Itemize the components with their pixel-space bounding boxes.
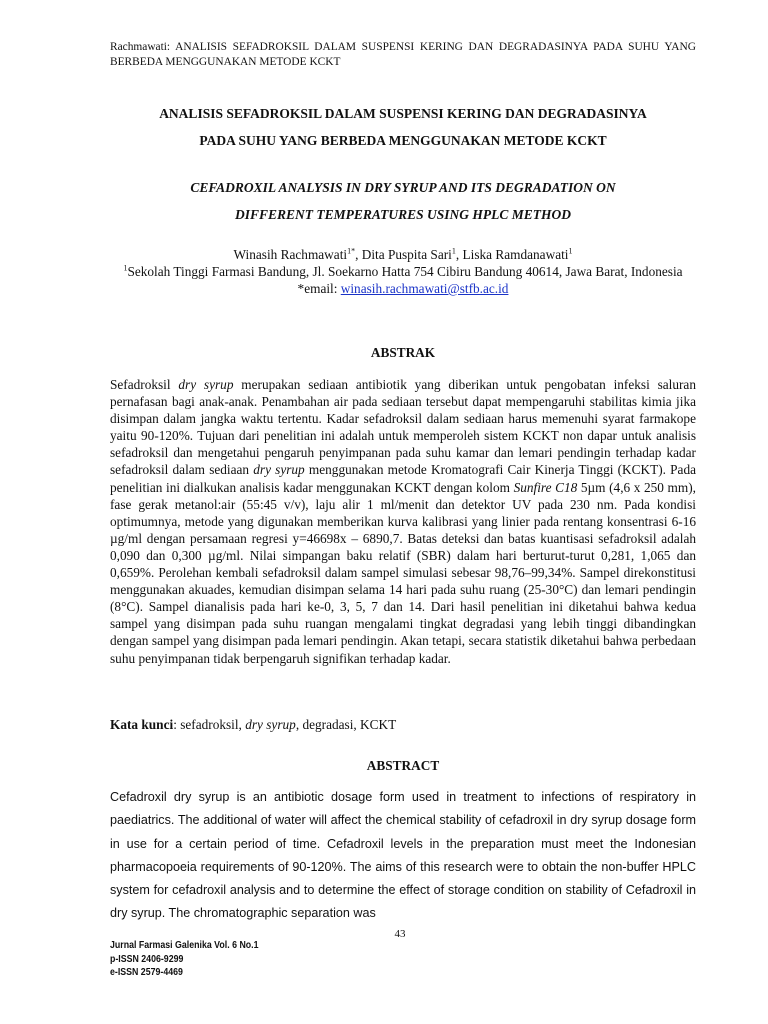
author-2-affil-mark: 1: [451, 246, 456, 256]
correspondence: [110, 280, 696, 297]
keywords-text: , degradasi, KCKT: [295, 717, 397, 732]
author-3-affil-mark: 1: [568, 246, 573, 256]
abstrak-italic: dry syrup: [253, 462, 305, 478]
abstract-body: Cefadroxil dry syrup is an antibiotic dosage form used in treatment to infections of respiratory in paediatrics. The additional of water will affect the chemical stability of cefadroxil in dry syrup dosage form in use for a certain period of time. Cefadroxil levels in the preparation must meet the Indonesian pharmacopoeia requirements of 90-120%. The aims of this research were to obtain the non-buffer HPLC system for cefadroxil analysis and to determine the effect of storage condition on stability of Cefadroxil in dry syrup. The chromatographic separation was: [110, 790, 696, 921]
abstrak-italic: Sunfire C18: [513, 479, 578, 495]
author-list: [110, 246, 696, 263]
abstrak-text: menggunakan metode Kromatografi Cair Kinerja Tinggi (KCKT). Pada penelitian ini dialkukan analisis kadar menggunakan KCKT dengan kolom: [110, 462, 696, 495]
title-indonesian: [100, 100, 706, 154]
abstrak-body: [110, 376, 696, 667]
author-1: Winasih Rachmawati: [233, 247, 348, 262]
author-3: , Liska Ramdanawati: [455, 247, 569, 262]
author-block: [110, 246, 696, 297]
abstrak-italic: dry syrup: [178, 377, 234, 392]
abstract-heading: ABSTRACT: [366, 758, 440, 773]
journal-info: [110, 939, 259, 980]
journal-pissn: p-ISSN 2406-9299: [110, 953, 184, 965]
title-english-line2: DIFFERENT TEMPERATURES USING HPLC METHOD: [234, 207, 572, 222]
affiliation-mark: 1: [123, 263, 128, 273]
title-indonesian-line2: PADA SUHU YANG BERBEDA MENGGUNAKAN METODE KCKT: [199, 133, 607, 148]
affiliation: [110, 263, 696, 280]
journal-eissn: e-ISSN 2579-4469: [110, 967, 183, 978]
abstrak-text: Sefadroksil: [110, 377, 179, 392]
keywords-italic: dry syrup: [245, 717, 296, 732]
keywords: [110, 716, 696, 733]
keywords-text: : sefadroksil,: [173, 717, 246, 732]
abstrak-text: 5µm (4,6 x 250 mm), fase gerak metanol:air (55:45 v/v), laju alir 1 ml/menit dan detektor UV pada 230 nm. Pada kondisi optimumnya, metode yang digunakan memberikan kurva kalibrasi yang linier pada rentang konsentrasi 6-16 µg/ml dengan persamaan regresi y=46698x – 6890,7. Batas deteksi dan batas kuantisasi sefadroksil adalah 0,090 dan 0,300 µg/ml. Nilai simpangan baku relatif (SBR) dalam hari berturut-turut 0,281, 1,065 dan 0,659%. Perolehan kembali sefadroksil dalam sampel simulasi sebesar 98,76–99,34%. Sampel direkonstitusi menggunakan akuades, kemudian disimpan selama 14 hari pada suhu ruang (25-30°C) dan lemari pendingin (8°C). Sampel dianalisis pada hari ke-0, 3, 5, 7 dan 14. Dari hasil penelitian ini diketahui bahwa kedua sampel yang disimpan pada suhu ruangan mengalami tingkat degradasi yang lebih tinggi dibandingkan dengan sampel yang disimpan pada lemari pendingin. Akan tetapi, secara statistik diketahui bahwa perbedaan suhu penyimpanan tidak berpengaruh signifikan terhadap kadar.: [110, 479, 696, 666]
journal-name: Jurnal Farmasi Galenika Vol. 6 No.1: [110, 940, 259, 951]
title-english: [100, 174, 706, 228]
abstrak-heading: ABSTRAK: [370, 345, 436, 360]
author-1-affil-mark: 1*: [347, 246, 356, 256]
title-indonesian-line1: ANALISIS SEFADROKSIL DALAM SUSPENSI KERING DAN DEGRADASINYA: [159, 106, 647, 121]
email-link[interactable]: winasih.rachmawati@stfb.ac.id: [340, 281, 509, 296]
affiliation-text: Sekolah Tinggi Farmasi Bandung, Jl. Soekarno Hatta 754 Cibiru Bandung 40614, Jawa Barat, Indonesia: [127, 264, 683, 279]
author-2: , Dita Puspita Sari: [355, 247, 452, 262]
email-label: *email:: [297, 281, 341, 296]
abstrak-text: merupakan sediaan antibiotik yang diberikan untuk pengobatan infeksi saluran pernafasan bagi anak-anak. Penambahan air pada sediaan tersebut dapat mempengaruhi stabilitas kimia jika disimpan dalam jangka waktu tertentu. Kadar sefadroksil dalam sediaan harus memenuhi syarat farmakope yaitu 90-120%. Tujuan dari penelitian ini adalah untuk memperoleh sistem KCKT non dapar untuk analisis sefadroksil dan mengetahui pengaruh penyimpanan pada suhu kamar dan lemari pendingin terhadap kadar sefadroksil dalam sediaan: [110, 377, 696, 478]
page-number: 43: [394, 928, 406, 940]
running-head: Rachmawati: ANALISIS SEFADROKSIL DALAM SUSPENSI KERING DAN DEGRADASINYA PADA SUHU YANG BERBEDA MENGGUNAKAN METODE KCKT: [110, 41, 696, 68]
keywords-label: Kata kunci: [110, 717, 174, 732]
title-english-line1: CEFADROXIL ANALYSIS IN DRY SYRUP AND ITS DEGRADATION ON: [190, 180, 616, 195]
